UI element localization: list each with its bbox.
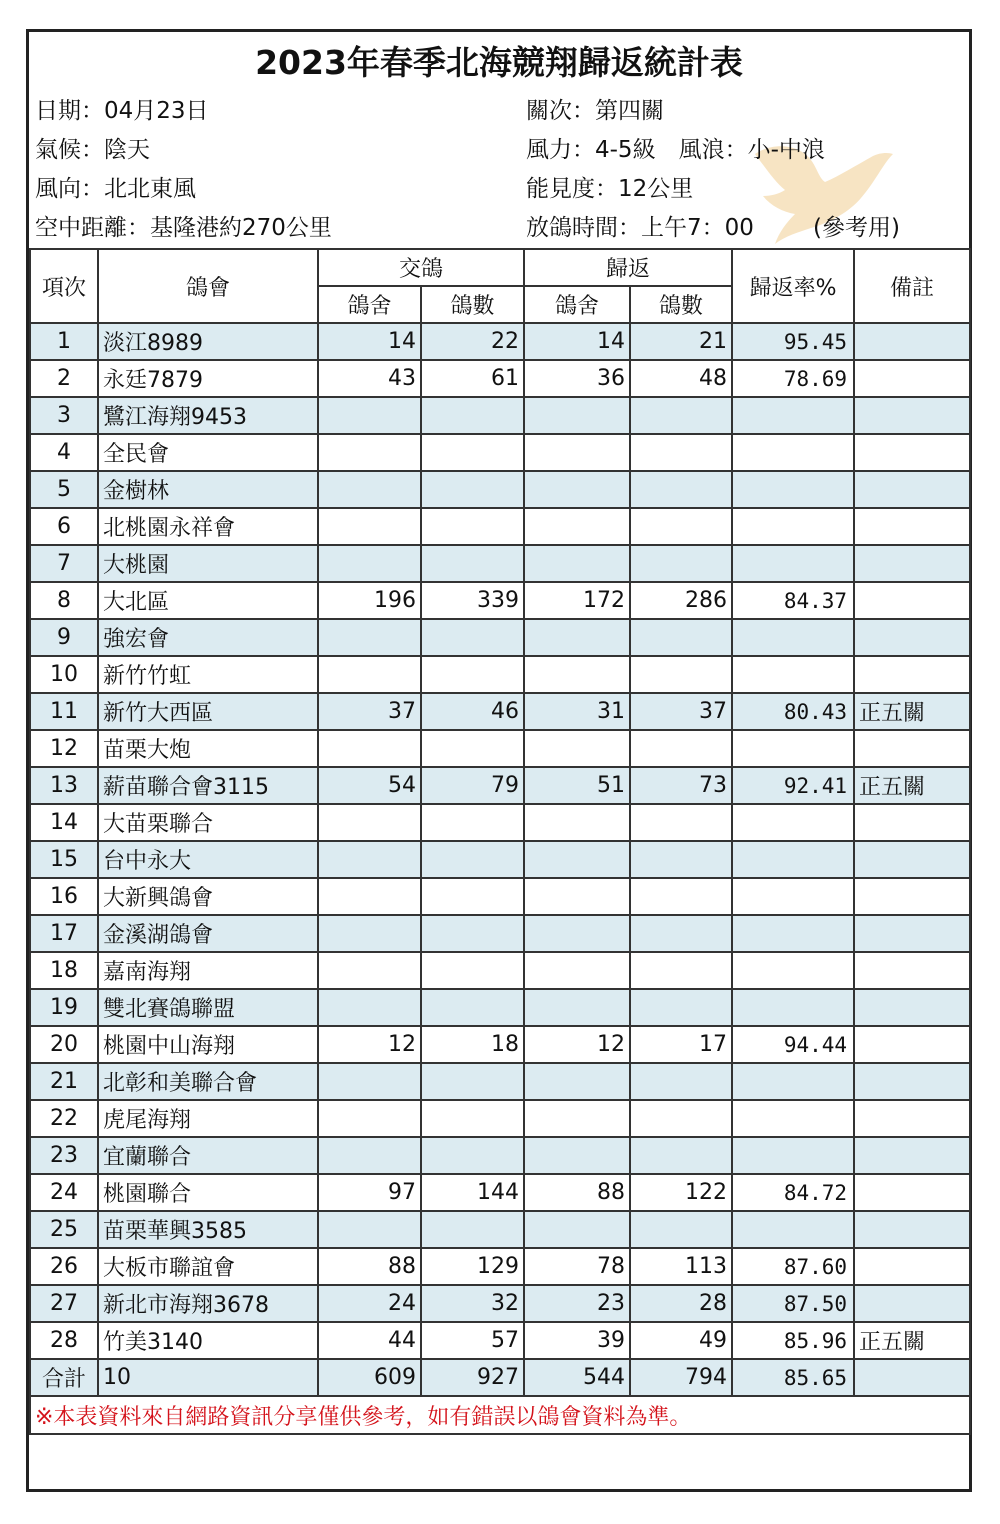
row-item-number: 23 — [30, 1137, 98, 1174]
total-submitted-lofts: 609 — [318, 1359, 421, 1396]
row-club-name: 新北市海翔3678 — [98, 1285, 318, 1322]
row-returned-lofts — [524, 915, 630, 952]
row-submitted-lofts: 196 — [318, 582, 421, 619]
table-row — [30, 582, 970, 619]
row-item-number: 13 — [30, 767, 98, 804]
table-row — [30, 841, 970, 878]
header-returned-birds: 鴿數 — [630, 286, 732, 323]
row-club-name: 桃園中山海翔 — [98, 1026, 318, 1063]
row-returned-birds — [630, 804, 732, 841]
total-row — [30, 1359, 970, 1396]
row-returned-lofts — [524, 545, 630, 582]
row-remark: 正五關 — [854, 1322, 970, 1359]
row-returned-birds — [630, 952, 732, 989]
row-return-rate — [732, 545, 854, 582]
row-return-rate — [732, 508, 854, 545]
row-club-name: 金溪湖鴿會 — [98, 915, 318, 952]
row-club-name: 新竹竹虹 — [98, 656, 318, 693]
row-returned-lofts — [524, 989, 630, 1026]
row-submitted-birds — [421, 1137, 524, 1174]
row-item-number: 16 — [30, 878, 98, 915]
footnote: ※本表資料來自網路資訊分享僅供參考，如有錯誤以鴿會資料為準。 — [30, 1396, 970, 1434]
row-returned-birds — [630, 545, 732, 582]
table-row — [30, 1100, 970, 1137]
table-row — [30, 1137, 970, 1174]
row-remark — [854, 878, 970, 915]
table-row — [30, 656, 970, 693]
row-submitted-lofts — [318, 508, 421, 545]
row-submitted-birds — [421, 471, 524, 508]
table-header — [30, 249, 970, 323]
row-returned-birds — [630, 397, 732, 434]
table-row — [30, 878, 970, 915]
row-submitted-birds: 57 — [421, 1322, 524, 1359]
table-row — [30, 545, 970, 582]
row-return-rate: 87.50 — [732, 1285, 854, 1322]
row-returned-birds — [630, 434, 732, 471]
row-returned-birds: 37 — [630, 693, 732, 730]
row-item-number: 9 — [30, 619, 98, 656]
row-club-name: 北桃園永祥會 — [98, 508, 318, 545]
row-item-number: 2 — [30, 360, 98, 397]
row-submitted-lofts: 24 — [318, 1285, 421, 1322]
row-submitted-lofts — [318, 656, 421, 693]
row-club-name: 雙北賽鴿聯盟 — [98, 989, 318, 1026]
row-item-number: 1 — [30, 323, 98, 360]
row-returned-lofts — [524, 878, 630, 915]
row-returned-lofts — [524, 397, 630, 434]
row-submitted-lofts: 88 — [318, 1248, 421, 1285]
info-reference-note: (參考用) — [813, 215, 900, 241]
row-returned-lofts: 39 — [524, 1322, 630, 1359]
total-submitted-birds: 927 — [421, 1359, 524, 1396]
row-return-rate — [732, 1137, 854, 1174]
total-returned-lofts: 544 — [524, 1359, 630, 1396]
table-body — [30, 323, 970, 1359]
row-submitted-lofts — [318, 915, 421, 952]
table-row — [30, 1174, 970, 1211]
row-returned-lofts — [524, 619, 630, 656]
row-remark: 正五關 — [854, 767, 970, 804]
row-item-number: 6 — [30, 508, 98, 545]
row-returned-lofts — [524, 434, 630, 471]
row-submitted-birds: 46 — [421, 693, 524, 730]
table-row — [30, 693, 970, 730]
row-club-name: 苗栗大炮 — [98, 730, 318, 767]
row-submitted-birds — [421, 434, 524, 471]
row-return-rate: 94.44 — [732, 1026, 854, 1063]
row-returned-birds — [630, 1211, 732, 1248]
row-item-number: 27 — [30, 1285, 98, 1322]
statistics-table — [29, 248, 971, 1435]
row-return-rate — [732, 841, 854, 878]
row-remark — [854, 1174, 970, 1211]
row-item-number: 22 — [30, 1100, 98, 1137]
row-submitted-birds: 22 — [421, 323, 524, 360]
row-item-number: 18 — [30, 952, 98, 989]
table-row — [30, 915, 970, 952]
row-club-name: 苗栗華興3585 — [98, 1211, 318, 1248]
row-submitted-birds — [421, 915, 524, 952]
row-returned-birds — [630, 989, 732, 1026]
row-submitted-birds — [421, 508, 524, 545]
row-remark — [854, 582, 970, 619]
row-return-rate — [732, 804, 854, 841]
row-returned-birds — [630, 1100, 732, 1137]
row-submitted-lofts: 14 — [318, 323, 421, 360]
row-returned-lofts: 172 — [524, 582, 630, 619]
row-remark — [854, 656, 970, 693]
table-row — [30, 471, 970, 508]
row-submitted-lofts: 44 — [318, 1322, 421, 1359]
header-club: 鴿會 — [98, 249, 318, 323]
table-row — [30, 619, 970, 656]
row-remark — [854, 1137, 970, 1174]
total-return-rate: 85.65 — [732, 1359, 854, 1396]
row-returned-birds: 21 — [630, 323, 732, 360]
row-submitted-birds: 18 — [421, 1026, 524, 1063]
table-row — [30, 397, 970, 434]
row-remark — [854, 508, 970, 545]
row-submitted-birds — [421, 878, 524, 915]
info-release-time: 放鴿時間：上午7：00 — [526, 215, 754, 241]
table-row — [30, 360, 970, 397]
row-remark — [854, 915, 970, 952]
row-club-name: 大苗栗聯合 — [98, 804, 318, 841]
row-returned-lofts: 23 — [524, 1285, 630, 1322]
row-returned-lofts — [524, 1063, 630, 1100]
row-submitted-birds — [421, 1100, 524, 1137]
row-submitted-lofts: 12 — [318, 1026, 421, 1063]
header-return-rate: 歸返率% — [732, 249, 854, 323]
row-returned-birds — [630, 1137, 732, 1174]
row-submitted-birds: 129 — [421, 1248, 524, 1285]
row-item-number: 24 — [30, 1174, 98, 1211]
row-returned-birds: 73 — [630, 767, 732, 804]
row-item-number: 21 — [30, 1063, 98, 1100]
row-submitted-lofts — [318, 989, 421, 1026]
row-submitted-birds — [421, 545, 524, 582]
row-submitted-lofts — [318, 397, 421, 434]
table-row — [30, 1285, 970, 1322]
table-row — [30, 952, 970, 989]
info-wind-force: 風力：4-5級 風浪：小-中浪 — [526, 137, 825, 163]
row-return-rate — [732, 656, 854, 693]
row-submitted-birds: 339 — [421, 582, 524, 619]
row-returned-birds: 48 — [630, 360, 732, 397]
total-club-count: 10 — [98, 1359, 318, 1396]
row-item-number: 5 — [30, 471, 98, 508]
row-returned-birds — [630, 841, 732, 878]
row-club-name: 大板市聯誼會 — [98, 1248, 318, 1285]
info-date: 日期：04月23日 — [35, 98, 209, 124]
row-club-name: 永廷7879 — [98, 360, 318, 397]
row-submitted-lofts — [318, 1137, 421, 1174]
row-remark — [854, 471, 970, 508]
row-returned-birds — [630, 619, 732, 656]
row-club-name: 新竹大西區 — [98, 693, 318, 730]
row-club-name: 鷺江海翔9453 — [98, 397, 318, 434]
row-remark — [854, 323, 970, 360]
row-submitted-birds — [421, 841, 524, 878]
row-returned-lofts — [524, 508, 630, 545]
row-club-name: 桃園聯合 — [98, 1174, 318, 1211]
row-returned-lofts — [524, 952, 630, 989]
row-returned-lofts: 31 — [524, 693, 630, 730]
row-returned-lofts — [524, 804, 630, 841]
table-row — [30, 767, 970, 804]
row-club-name: 薪苗聯合會3115 — [98, 767, 318, 804]
total-remark — [854, 1359, 970, 1396]
row-item-number: 14 — [30, 804, 98, 841]
row-club-name: 宜蘭聯合 — [98, 1137, 318, 1174]
row-item-number: 10 — [30, 656, 98, 693]
row-submitted-birds — [421, 619, 524, 656]
info-distance: 空中距離：基隆港約270公里 — [35, 215, 332, 241]
row-submitted-birds — [421, 804, 524, 841]
row-return-rate: 85.96 — [732, 1322, 854, 1359]
row-item-number: 20 — [30, 1026, 98, 1063]
row-remark — [854, 360, 970, 397]
info-weather: 氣候：陰天 — [35, 137, 150, 163]
row-item-number: 11 — [30, 693, 98, 730]
row-returned-birds: 122 — [630, 1174, 732, 1211]
row-returned-lofts — [524, 1211, 630, 1248]
row-submitted-birds: 144 — [421, 1174, 524, 1211]
row-submitted-lofts — [318, 619, 421, 656]
row-returned-birds: 17 — [630, 1026, 732, 1063]
row-returned-lofts — [524, 1137, 630, 1174]
row-club-name: 嘉南海翔 — [98, 952, 318, 989]
row-item-number: 26 — [30, 1248, 98, 1285]
table-row — [30, 730, 970, 767]
row-submitted-lofts: 54 — [318, 767, 421, 804]
row-submitted-lofts — [318, 545, 421, 582]
row-submitted-lofts — [318, 952, 421, 989]
row-submitted-birds — [421, 397, 524, 434]
row-return-rate: 95.45 — [732, 323, 854, 360]
row-item-number: 19 — [30, 989, 98, 1026]
header-returned-lofts: 鴿舍 — [524, 286, 630, 323]
row-return-rate — [732, 619, 854, 656]
table-row — [30, 989, 970, 1026]
header-submitted-lofts: 鴿舍 — [318, 286, 421, 323]
row-return-rate — [732, 434, 854, 471]
table-row — [30, 1026, 970, 1063]
row-returned-birds — [630, 508, 732, 545]
row-returned-lofts: 12 — [524, 1026, 630, 1063]
row-returned-lofts — [524, 730, 630, 767]
page-title: 2023年春季北海競翔歸返統計表 — [255, 43, 743, 82]
row-remark — [854, 1285, 970, 1322]
row-submitted-birds — [421, 1211, 524, 1248]
row-club-name: 全民會 — [98, 434, 318, 471]
row-returned-lofts — [524, 471, 630, 508]
row-returned-lofts — [524, 656, 630, 693]
row-remark — [854, 952, 970, 989]
row-remark — [854, 619, 970, 656]
row-returned-birds: 49 — [630, 1322, 732, 1359]
row-returned-lofts: 88 — [524, 1174, 630, 1211]
row-submitted-birds — [421, 1063, 524, 1100]
row-return-rate: 92.41 — [732, 767, 854, 804]
row-submitted-lofts: 37 — [318, 693, 421, 730]
header-returned: 歸返 — [524, 249, 732, 286]
row-return-rate — [732, 1211, 854, 1248]
row-returned-lofts — [524, 1100, 630, 1137]
table-row — [30, 434, 970, 471]
row-returned-birds — [630, 730, 732, 767]
header-submitted-birds: 鴿數 — [421, 286, 524, 323]
row-remark — [854, 804, 970, 841]
row-club-name: 北彰和美聯合會 — [98, 1063, 318, 1100]
row-club-name: 大桃園 — [98, 545, 318, 582]
table-row — [30, 508, 970, 545]
row-submitted-lofts — [318, 1211, 421, 1248]
table-row — [30, 323, 970, 360]
row-submitted-lofts — [318, 434, 421, 471]
row-item-number: 7 — [30, 545, 98, 582]
row-returned-birds — [630, 915, 732, 952]
row-submitted-lofts — [318, 471, 421, 508]
row-club-name: 大新興鴿會 — [98, 878, 318, 915]
statistics-sheet — [26, 29, 972, 1492]
row-submitted-lofts: 97 — [318, 1174, 421, 1211]
row-return-rate — [732, 952, 854, 989]
row-return-rate — [732, 915, 854, 952]
row-returned-birds — [630, 471, 732, 508]
row-returned-birds — [630, 656, 732, 693]
info-wind-direction: 風向：北北東風 — [35, 176, 196, 202]
row-returned-lofts: 14 — [524, 323, 630, 360]
row-remark — [854, 989, 970, 1026]
footnote-row — [30, 1396, 970, 1434]
row-club-name: 虎尾海翔 — [98, 1100, 318, 1137]
row-submitted-birds: 79 — [421, 767, 524, 804]
row-returned-birds — [630, 878, 732, 915]
row-return-rate — [732, 989, 854, 1026]
row-submitted-birds — [421, 656, 524, 693]
row-submitted-birds — [421, 730, 524, 767]
row-returned-lofts — [524, 841, 630, 878]
row-return-rate: 84.72 — [732, 1174, 854, 1211]
row-submitted-birds: 61 — [421, 360, 524, 397]
row-club-name: 淡江8989 — [98, 323, 318, 360]
info-stage: 關次：第四關 — [526, 98, 664, 124]
row-submitted-lofts: 43 — [318, 360, 421, 397]
header-remark: 備註 — [854, 249, 970, 323]
header-item: 項次 — [30, 249, 98, 323]
row-club-name: 台中永大 — [98, 841, 318, 878]
row-item-number: 25 — [30, 1211, 98, 1248]
row-remark — [854, 1026, 970, 1063]
row-remark — [854, 1248, 970, 1285]
info-visibility: 能見度：12公里 — [526, 176, 694, 202]
row-returned-lofts: 36 — [524, 360, 630, 397]
row-submitted-lofts — [318, 878, 421, 915]
row-item-number: 4 — [30, 434, 98, 471]
row-submitted-birds: 32 — [421, 1285, 524, 1322]
row-club-name: 大北區 — [98, 582, 318, 619]
row-submitted-lofts — [318, 1063, 421, 1100]
row-remark — [854, 1211, 970, 1248]
row-item-number: 8 — [30, 582, 98, 619]
row-remark — [854, 1063, 970, 1100]
row-submitted-lofts — [318, 841, 421, 878]
row-returned-birds: 28 — [630, 1285, 732, 1322]
total-label: 合計 — [30, 1359, 98, 1396]
row-returned-birds: 286 — [630, 582, 732, 619]
row-return-rate — [732, 730, 854, 767]
row-returned-lofts: 78 — [524, 1248, 630, 1285]
row-submitted-lofts — [318, 1100, 421, 1137]
row-remark — [854, 434, 970, 471]
row-return-rate — [732, 878, 854, 915]
row-submitted-lofts — [318, 804, 421, 841]
row-club-name: 強宏會 — [98, 619, 318, 656]
row-submitted-lofts — [318, 730, 421, 767]
row-remark — [854, 841, 970, 878]
row-returned-lofts: 51 — [524, 767, 630, 804]
row-club-name: 金樹林 — [98, 471, 318, 508]
row-return-rate — [732, 471, 854, 508]
row-item-number: 15 — [30, 841, 98, 878]
row-return-rate: 78.69 — [732, 360, 854, 397]
row-remark — [854, 730, 970, 767]
row-remark — [854, 545, 970, 582]
row-return-rate: 80.43 — [732, 693, 854, 730]
row-item-number: 17 — [30, 915, 98, 952]
header-submitted: 交鴿 — [318, 249, 524, 286]
row-return-rate — [732, 1063, 854, 1100]
row-remark: 正五關 — [854, 693, 970, 730]
row-return-rate — [732, 397, 854, 434]
total-returned-birds: 794 — [630, 1359, 732, 1396]
row-submitted-birds — [421, 952, 524, 989]
row-item-number: 12 — [30, 730, 98, 767]
table-row — [30, 1248, 970, 1285]
row-remark — [854, 1100, 970, 1137]
table-row — [30, 1063, 970, 1100]
row-submitted-birds — [421, 989, 524, 1026]
row-returned-birds: 113 — [630, 1248, 732, 1285]
row-return-rate: 84.37 — [732, 582, 854, 619]
table-row — [30, 804, 970, 841]
row-item-number: 28 — [30, 1322, 98, 1359]
table-row — [30, 1211, 970, 1248]
row-remark — [854, 397, 970, 434]
row-item-number: 3 — [30, 397, 98, 434]
row-club-name: 竹美3140 — [98, 1322, 318, 1359]
row-return-rate: 87.60 — [732, 1248, 854, 1285]
row-return-rate — [732, 1100, 854, 1137]
row-returned-birds — [630, 1063, 732, 1100]
table-row — [30, 1322, 970, 1359]
